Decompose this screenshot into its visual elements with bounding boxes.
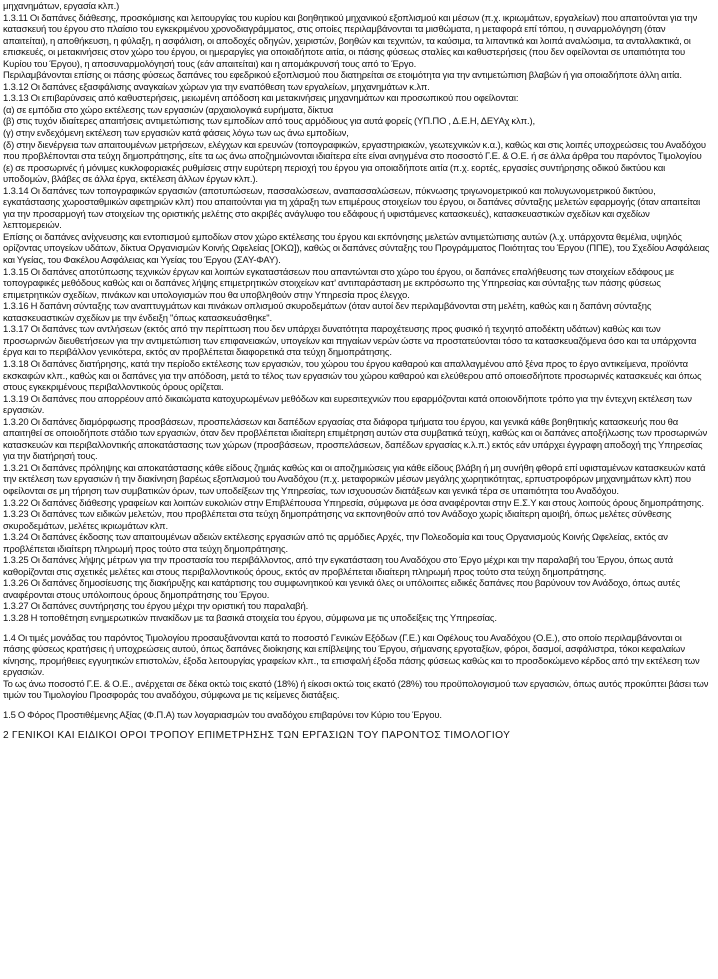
paragraph-obstacles: Επίσης οι δαπάνες ανίχνευσης και εντοπισμού εμποδίων στον χώρο εκτέλεσης του έργου και εκπόνησης μελετών αντιμετώπισης αυτών (λ.χ. υπάρχοντα θεμέλια, υψηλός ορίζοντας υπογείων υδάτων, δίκτυα Οργανισμών Κοινής Ωφελείας [ΟΚΩ]), καθώς οι δαπάνες σύνταξης του Προγράμματος Ποιότητας του Έργου (ΠΠΕ), του Σχεδίου Ασφάλειας και Υγείας, του Φακέλου Ασφάλειας και Υγείας του Έργου (ΣΑΥ-ΦΑΥ). [3, 231, 710, 267]
paragraph-1-3-16: 1.3.16 Η δαπάνη σύνταξης των αναπτυγμάτων και πινάκων οπλισμού σκυροδεμάτων (όταν αυτοί δεν περιλαμβάνονται στη μελέτη, καθώς και η δαπάνη σύνταξης κατασκευαστικών σχεδίων με την ένδειξη "όπως κατασκευάσθηκε". [3, 301, 652, 324]
paragraph-1-3-21: 1.3.21 Οι δαπάνες πρόληψης και αποκατάστασης κάθε είδους ζημιάς καθώς και οι αποζημιώσεις για κάθε είδους βλάβη ή μη συνήθη φθορά επί υφισταμένων κατασκευών κατά την εκτέλεση των εργασιών ή την διακίνηση βαρέως εξοπλισμού του Αναδόχου (π.χ. μεταφορικών μέσων μεγάλης χωρητικότητας, ερπυστροφόρων μηχανημάτων κλπ) που οφείλονται σε μη τήρηση των συμβατικών όρων, των υποδείξεων της Υπηρεσίας, των ισχυουσών διατάξεων και γενικά τέρα σε υπαιτιότητα του Αναδόχου. [3, 462, 706, 497]
spacer [3, 625, 710, 633]
paragraph-1-3-22: 1.3.22 Οι δαπάνες διάθεσης γραφείων και λοιπών ευκολιών στην Επιβλέπουσα Υπηρεσία, σύμφωνα με όσα αναφέρονται στην Ε.Σ.Υ και στους λοιπούς όρους δημοπράτησης. [3, 497, 704, 509]
paragraph-reserve-equipment: Περιλαμβάνονται επίσης οι πάσης φύσεως δαπάνες του εφεδρικού εξοπλισμού που διατηρείται σε ετοιμότητα για την αντιμετώπιση βλαβών ή για οποιαδήποτε άλλη αιτία. [3, 70, 682, 82]
paragraph-1-3-27: 1.3.27 Οι δαπάνες συντήρησης του έργου μέχρι την οριστική του παραλαβή. [3, 601, 309, 613]
paragraph-1-3-14: 1.3.14 Οι δαπάνες των τοπογραφικών εργασιών (αποτυπώσεων, πασσαλώσεων, αναπασσαλώσεων, πύκνωσης τριγωνομετρικού και πολυγωνομετρικού δικτύου, εγκατάστασης χωροσταθμικών αφετηριών κλπ) που απαιτούνται για τη χάραξη των επιμέρους στοιχείων του έργου, οι δαπάνες σύνταξης μελετών εφαρμογής (όταν απαιτείται για την προσαρμογή των στοιχείων της οριστικής μελέτης στο ακριβές ανάγλυφο του εδάφους ή υφιστάμενες κατασκευές), κατασκευαστικών σχεδίων και σχεδίων λεπτομερειών. [3, 185, 701, 232]
paragraph-1-3-12: 1.3.12 Οι δαπάνες εξασφάλισης αναγκαίων χώρων για την εναπόθεση των εργαλείων, μηχανημάτων κ.λπ. [3, 81, 430, 93]
list-item-c: (γ) στην ενδεχόμενη εκτέλεση των εργασιών κατά φάσεις λόγω των ως άνω εμποδίων, [3, 128, 349, 140]
paragraph-1-3-26: 1.3.26 Οι δαπάνες δημοσίευσης της διακήρυξης και κατάρτισης του συμφωνητικού και γενικά όλες οι υπόλοιπες ειδικές δαπάνες που βαρύνουν τον Ανάδοχο, όπως αυτές αναφέρονται στους υπόλοιπους όρους δημοπράτησης του Έργου. [3, 578, 680, 601]
list-item-b: (β) στις τυχόν ιδιαίτερες απαιτήσεις αντιμετώπισης των εμποδίων από τους αρμόδιους για αυτά φορείς (ΥΠ.ΠΟ , Δ.Ε.Η, ΔΕΥΑχ κλπ.), [3, 116, 536, 128]
paragraph-1-3-15: 1.3.15 Οι δαπάνες αποτύπωσης τεχνικών έργων και λοιπών εγκαταστάσεων που απαντώνται στο χώρο του έργου, οι δαπάνες επαλήθευσης των στοιχείων εδάφους με τοπογραφικές μεθόδους καθώς και οι δαπάνες λήψης επιμετρητικών στοιχείων κατ' αντιπαράσταση με εκπρόσωπο της Υπηρεσίας και σύνταξης των πάσης φύσεως επιμετρητικών σχεδίων, πινάκων και υπολογισμών που θα υποβληθούν στην Υπηρεσία προς έλεγχο. [3, 266, 675, 301]
paragraph-1-3-25: 1.3.25 Οι δαπάνες λήψης μέτρων για την προστασία του περιβάλλοντος, από την εγκατάσταση του Αναδόχου στο Έργο μέχρι και την παραλαβή του Έργου, όπως αυτά καθορίζονται στις σχετικές μελέτες και στους περιβαλλοντικούς όρους, εκτός αν προβλέπεται ιδιαίτερη πληρωμή προς τούτο στα τεύχη δημοπράτησης. [3, 555, 674, 578]
spacer [3, 721, 710, 730]
spacer [3, 702, 710, 710]
paragraph-1-3-24: 1.3.24 Οι δαπάνες έκδοσης των απαιτουμένων αδειών εκτέλεσης εργασιών από τις αρμόδιες Αρχές, την Πολεοδομία και τους Οργανισμούς Κοινής Ωφελείας, εκτός αν προβλέπεται ιδιαίτερη πληρωμή προς τούτο στα τεύχη δημοπράτησης. [3, 532, 668, 555]
paragraph-1-5: 1.5 Ο Φόρος Προστιθέμενης Αξίας (Φ.Π.Α) των λογαριασμών του αναδόχου επιβαρύνει τον Κύριο του Έργου. [3, 709, 442, 721]
paragraph-1-3-20: 1.3.20 Οι δαπάνες διαμόρφωσης προσβάσεων, προσπελάσεων και δαπέδων εργασίας στα διάφορα τμήματα του έργου, και γενικά κάθε βοηθητικής κατασκευής που θα απαιτηθεί σε οποιοδήποτε στάδιο των εργασιών, όταν δεν προβλέπεται ιδιαίτερη επιμέτρηση αυτών στα συμβατικά τεύχη, καθώς και οι δαπάνες αποξήλωσης των προσωρινών κατασκευών και περιβαλλοντικής αποκατάστασης των χώρων (προσβάσεων, προσπελάσεων, δαπέδων εργασίας κ.λ.π.) εκτός εάν υπάρχει έγγραφη αποδοχή της Υπηρεσίας για την διατήρησή τους. [3, 416, 708, 463]
list-item-a: (α) σε εμπόδια στο χώρο εκτέλεσης των εργασιών (αρχαιολογικά ευρήματα, δίκτυα [3, 104, 334, 116]
paragraph-1-3-17: 1.3.17 Οι δαπάνες των αντλήσεων (εκτός από την περίπτωση που δεν υπάρχει δυνατότητα παροχέτευσης προς φυσικό ή τεχνητό αποδέκτη υδάτων) καθώς και των προσωρινών διευθετήσεων για την αντιμετώπιση των επιφανειακών, υπογείων και πηγαίων νερών ώστε να προστατεύονται τόσο τα κατασκευαζόμενα όσο και τα υπάρχοντα έργα και το περιβάλλον γενικότερα, εκτός αν προβλέπεται διαφορετικά στα τεύχη δημοπράτησης. [3, 324, 697, 359]
paragraph-continuation: μηχανημάτων, εργασία κλπ.) [3, 1, 120, 12]
paragraph-1-3-23: 1.3.23 Οι δαπάνες των ειδικών μελετών, που προβλέπεται στα τεύχη δημοπράτησης να εκπονηθούν από τον Ανάδοχο χωρίς ιδιαίτερη αμοιβή, όπως μελέτες σύνθεσης σκυροδεμάτων, μελέτες ικριωμάτων κλπ. [3, 509, 672, 532]
paragraph-1-3-11: 1.3.11 Οι δαπάνες διάθεσης, προσκόμισης και λειτουργίας του κυρίου και βοηθητικού μηχανικού εξοπλισμού και μέσων (π.χ. ικριωμάτων, εργαλείων) που απαιτούνται για την κατασκευή του έργου στο πλαίσιο του εγκεκριμένου χρονοδιαγράμματος, στις οποίες περιλαμβάνονται τα μισθώματα, η μεταφορά επί τόπου, η συναρμολόγηση (όταν απαιτείται), η αποθήκευση, η φύλαξη, η ασφάλιση, οι αποδοχές οδηγών, χειριστών, βοηθών και τεχνιτών, τα καύσιμα, τα λιπαντικά και λοιπά αναλώσιμα, τα ανταλλακτικά, οι επισκευές, οι μετακινήσεις στον χώρο του έργου, οι ημεραργίες για οποιαδήποτε αιτία, οι πάσης φύσεως σταλίες και καθυστερήσεις (που δεν οφείλονται σε υπαιτιότητα του Κυρίου του Έργου), η αποσυναρμολόγησή τους (εάν απαιτείται) και η απομάκρυνσή τους από το Έργο. [3, 12, 698, 70]
section-heading-2: 2 ΓΕΝΙΚΟΙ ΚΑΙ ΕΙΔΙΚΟΙ ΟΡΟΙ ΤΡΟΠΟΥ ΕΠΙΜΕΤΡΗΣΗΣ ΤΩΝ ΕΡΓΑΣΙΩΝ ΤΟΥ ΠΑΡΟΝΤΟΣ ΤΙΜΟΛΟΓΙΟΥ [3, 730, 511, 742]
paragraph-1-3-28: 1.3.28 Η τοποθέτηση ενημερωτικών πινακίδων με τα βασικά στοιχεία του έργου, σύμφωνα με τις υποδείξεις της Υπηρεσίας. [3, 612, 497, 624]
list-item-e: (ε) σε προσωρινές ή μόνιμες κυκλοφοριακές ρυθμίσεις στην ευρύτερη περιοχή του έργου για οποιαδήποτε αιτία (π.χ. εορτές, εργασίες συντήρησης οδικού δικτύου και υποδομών, βλάβες σε άλλα έργα, εκτέλεση άλλων έργων κλπ.). [3, 162, 666, 186]
list-item-d: (δ) στην διενέργεια των απαιτουμένων μετρήσεων, ελέγχων και ερευνών (τοπογραφικών, εργαστηριακών, γεωτεχνικών κ.α.), καθώς και στις λοιπές υποχρεώσεις του Αναδόχου που προβλέπονται στα τεύχη δημοπράτησης, είτε τα ως άνω αποζημιώνονται ιδιαίτερα είτε είναι ανηγμένα στο ποσοστό Γ.Ε. & Ο.Ε. ή σε άλλα άρθρα του παρόντος Τιμολογίου [3, 139, 706, 163]
paragraph-overhead-percentage: Το ως άνω ποσοστό Γ.Ε. & Ο.Ε., ανέρχεται σε δέκα οκτώ τοις εκατό (18%) ή είκοσι οκτώ τοις εκατό (28%) του προϋπολογισμού των εργασιών, όπως αυτός προκύπτει βάσει των τιμών του Τιμολογίου Προσφοράς του αναδόχου, σύμφωνα με τις κείμενες διατάξεις. [3, 678, 709, 702]
paragraph-1-4: 1.4 Οι τιμές μονάδας του παρόντος Τιμολογίου προσαυξάνονται κατά το ποσοστό Γενικών Εξόδων (Γ.Ε.) και Οφέλους του Αναδόχου (Ο.Ε.), στο οποίο περιλαμβάνονται οι πάσης φύσεως κρατήσεις ή υποχρεώσεις αυτού, όπως δαπάνες διοίκησης και επίβλεψης του Έργου, σήμανσης εργοταξίων, φόροι, δασμοί, ασφάλιστρα, τόκοι κεφαλαίων κίνησης, προμήθειες εγγυητικών επιστολών, έξοδα λειτουργίας γραφείων κλπ., τα επισφαλή έξοδα πάσης φύσεως καθώς και το προσδοκώμενο κέρδος από την εκτέλεση των εργασιών. [3, 632, 700, 679]
paragraph-1-3-18: 1.3.18 Οι δαπάνες διατήρησης, κατά την περίοδο εκτέλεσης των εργασιών, του χώρου του έργου καθαρού και απαλλαγμένου από ξένα προς το έργο αντικείμενα, προϊόντα εκσκαφών κλπ., καθώς και οι δαπάνες για την απόδοση, μετά το τέλος των εργασιών του χώρου καθαρού και ελεύθερου από οποιεσδήποτε προσωρινές κατασκευές και όπως στους εγκεκριμένους περιβαλλοντικούς όρους ορίζεται. [3, 358, 702, 394]
paragraph-1-3-19: 1.3.19 Οι δαπάνες που απορρέουν από δικαιώματα κατοχυρωμένων μεθόδων και ευρεσιτεχνιών που εφαρμόζονται κατά οποιονδήποτε τρόπο για την έντεχνη εκτέλεση των εργασιών. [3, 393, 692, 417]
paragraph-1-3-13: 1.3.13 Οι επιβαρύνσεις από καθυστερήσεις, μειωμένη απόδοση και μετακινήσεις μηχανημάτων και προσωπικού που οφείλονται: [3, 93, 519, 105]
